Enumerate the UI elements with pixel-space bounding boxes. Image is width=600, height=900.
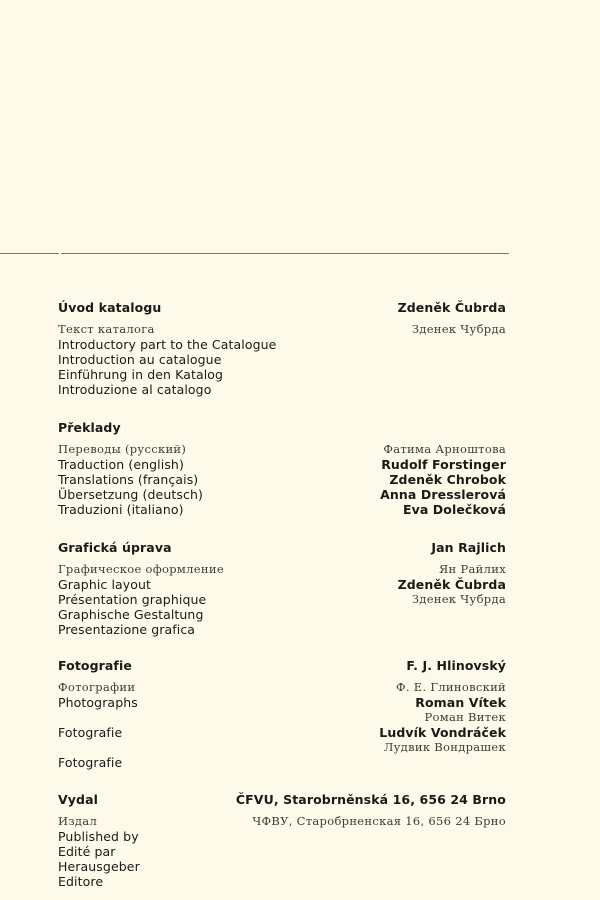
translator-english: Rudolf Forstinger [381, 457, 506, 472]
section-credits [176, 792, 506, 829]
photographer-3: Ludvík Vondráček [379, 725, 506, 740]
label-english: Graphic layout [58, 577, 152, 592]
label-russian: Издал [58, 814, 98, 828]
label-italian: Introduzione al catalogo [58, 382, 212, 397]
label-photo-2: Fotografie [58, 725, 123, 740]
label-french: Edité par [58, 844, 116, 859]
horizontal-rule-left [0, 253, 59, 254]
horizontal-rule [61, 253, 509, 254]
label-italian: Presentazione grafica [58, 622, 196, 637]
credit-name-cyrillic: Ф. Е. Глиновский [396, 680, 506, 694]
credit-name: Zdeněk Čubrda [397, 300, 506, 315]
label-russian: Графическое оформление [58, 562, 224, 576]
label-german: Übersetzung (deutsch) [58, 487, 203, 502]
section-credits [206, 658, 506, 755]
credit-name-2: Zdeněk Čubrda [397, 577, 506, 592]
translator-french: Zdeněk Chrobok [389, 472, 506, 487]
section-heading: Úvod katalogu [58, 300, 162, 315]
credit-name: Jan Rajlich [431, 540, 506, 555]
label-russian: Текст каталога [58, 322, 155, 336]
label-italian: Editore [58, 874, 104, 889]
photographer-3-cyrillic: Лудвик Вондрашек [383, 740, 506, 754]
photographer-2-cyrillic: Роман Витек [424, 710, 506, 724]
label-english: Photographs [58, 695, 138, 710]
publisher-address: ČFVU, Starobrněnská 16, 656 24 Brno [235, 792, 506, 807]
credit-name-cyrillic: Зденек Чубрда [411, 322, 506, 336]
label-french: Présentation graphique [58, 592, 207, 607]
label-german: Einführung in den Katalog [58, 367, 224, 382]
section-heading: Překlady [58, 420, 121, 435]
label-english: Traduction (english) [58, 457, 184, 472]
section-heading: Vydal [58, 792, 98, 807]
label-italian: Traduzioni (italiano) [58, 502, 184, 517]
credit-name: F. J. Hlinovský [406, 658, 506, 673]
translator-russian: Фатима Арноштова [383, 442, 506, 456]
label-russian: Переводы (русский) [58, 442, 187, 456]
label-russian: Фотографии [58, 680, 136, 694]
credit-name-cyrillic: Ян Райлих [438, 562, 506, 576]
publisher-address-cyrillic: ЧФВУ, Старобрненская 16, 656 24 Брно [252, 814, 506, 828]
label-french: Translations (français) [58, 472, 199, 487]
label-english: Published by [58, 829, 139, 844]
label-photo-3: Fotografie [58, 755, 123, 770]
credit-name-2-cyrillic: Зденек Чубрда [411, 592, 506, 606]
section-heading: Grafická úprava [58, 540, 172, 555]
translator-italian: Eva Dolečková [402, 502, 506, 517]
label-english: Introductory part to the Catalogue [58, 337, 277, 352]
photographer-2: Roman Vítek [415, 695, 506, 710]
section-credits [206, 300, 506, 337]
section-heading: Fotografie [58, 658, 132, 673]
label-french: Introduction au catalogue [58, 352, 222, 367]
label-german: Herausgeber [58, 859, 140, 874]
section-credits [206, 420, 506, 517]
label-german: Graphische Gestaltung [58, 607, 204, 622]
translator-german: Anna Dresslerová [380, 487, 506, 502]
section-credits [206, 540, 506, 607]
